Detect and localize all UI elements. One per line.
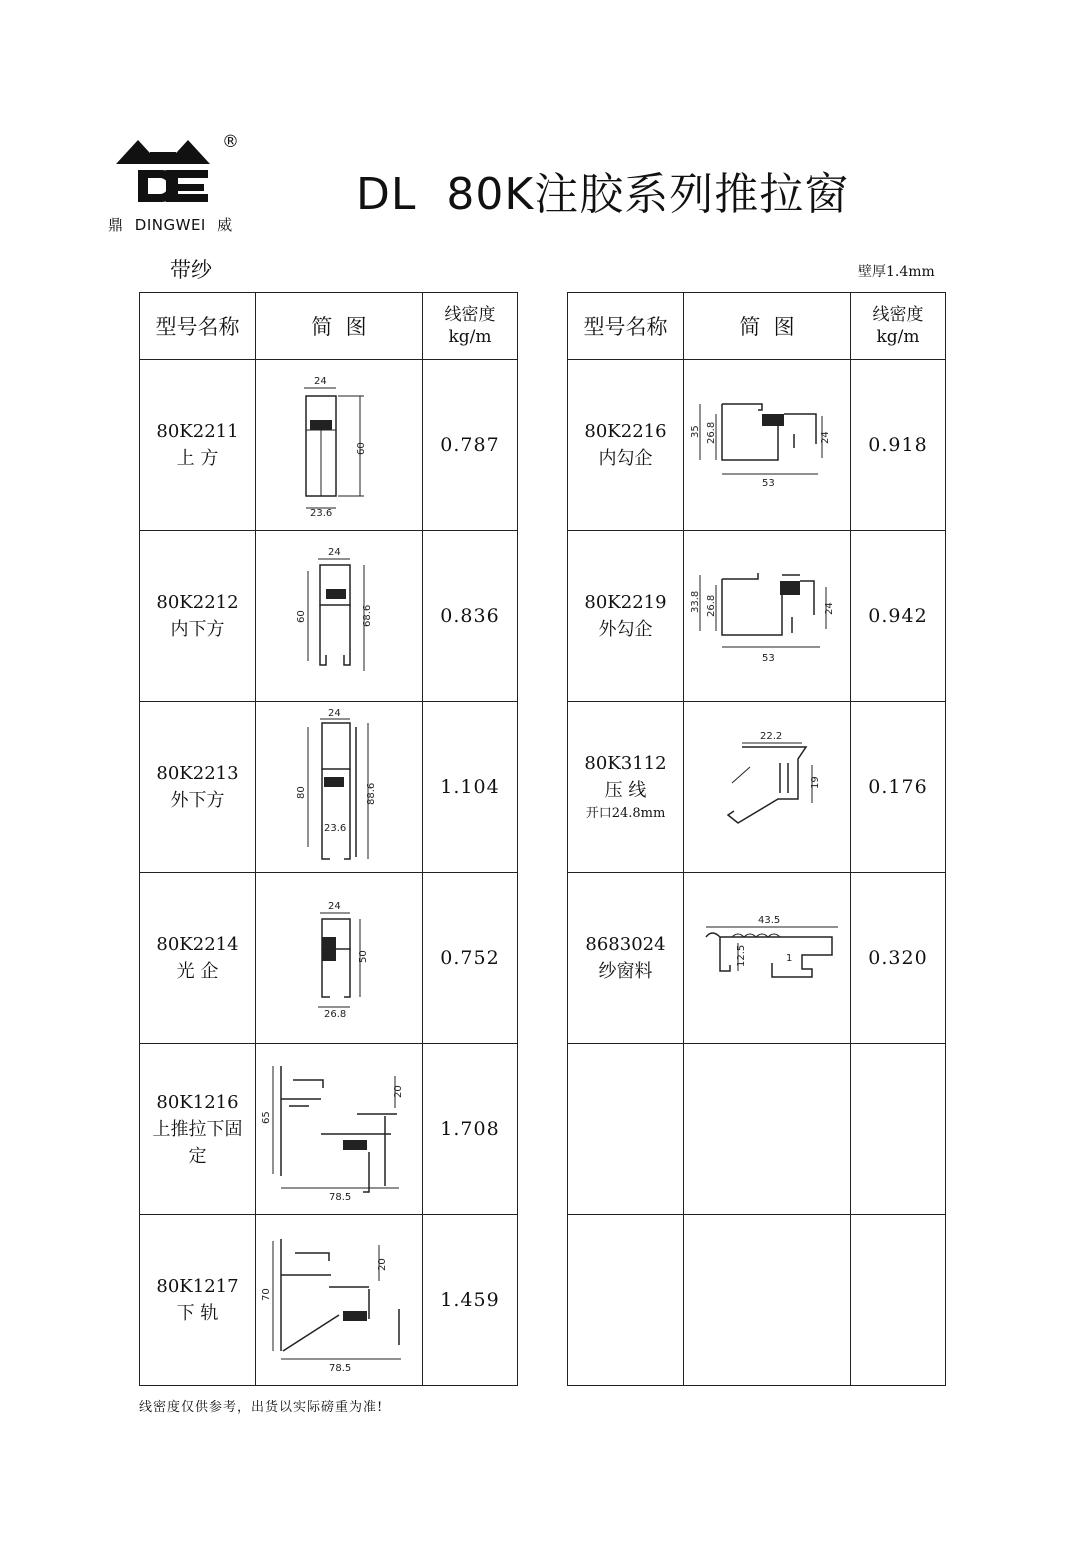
spec-table-right xyxy=(567,292,946,1386)
sketch-cell xyxy=(684,1215,851,1386)
table-row xyxy=(140,1215,518,1386)
profile-sketch-80K2213 xyxy=(284,707,394,867)
dim-label: 35 xyxy=(690,425,701,438)
model-cell xyxy=(140,360,256,531)
profile-sketch-80K1216 xyxy=(259,1054,419,1204)
dim-label: 80 xyxy=(296,786,307,799)
density-value: 1.104 xyxy=(423,702,518,873)
dim-label: 68.6 xyxy=(362,604,373,627)
density-value: 1.459 xyxy=(423,1215,518,1386)
column-header-model: 型号名称 xyxy=(568,293,684,360)
model-code: 80K2211 xyxy=(156,421,239,442)
dim-label: 78.5 xyxy=(329,1363,352,1374)
profile-sketch-80K2216 xyxy=(692,390,842,500)
density-header-label: 线密度 xyxy=(444,305,496,325)
column-header-sketch: 简 图 xyxy=(256,293,423,360)
dim-label: 65 xyxy=(261,1111,272,1124)
wall-thickness: 壁厚1.4mm xyxy=(858,264,935,280)
model-name: 内下方 xyxy=(170,619,225,640)
dim-label: 20 xyxy=(393,1085,404,1098)
sketch-cell xyxy=(684,531,851,702)
density-value: 0.752 xyxy=(423,873,518,1044)
dim-label: 23.6 xyxy=(324,823,347,834)
density-value: 0.942 xyxy=(851,531,946,702)
brand-left-char: 鼎 xyxy=(108,216,124,234)
dim-label: 26.8 xyxy=(324,1009,347,1020)
model-code: 80K2214 xyxy=(156,934,239,955)
sketch-cell xyxy=(256,1044,423,1215)
model-cell xyxy=(140,1215,256,1386)
model-cell xyxy=(568,531,684,702)
model-note: 开口24.8mm xyxy=(585,806,666,821)
dim-label: 23.6 xyxy=(310,508,333,519)
footnote: 线密度仅供参考，出货以实际磅重为准! xyxy=(139,1400,384,1415)
dim-label: 20 xyxy=(377,1258,388,1271)
profile-sketch-80K2219 xyxy=(692,561,842,671)
model-cell xyxy=(568,873,684,1044)
sketch-cell xyxy=(684,702,851,873)
profile-sketch-80K3112 xyxy=(692,727,842,847)
density-value: 0.918 xyxy=(851,360,946,531)
dim-label: 24 xyxy=(314,376,327,387)
model-code: 80K2219 xyxy=(584,592,667,613)
density-value xyxy=(851,1044,946,1215)
sketch-cell xyxy=(256,873,423,1044)
sketch-cell xyxy=(684,360,851,531)
model-cell xyxy=(140,531,256,702)
table-row xyxy=(568,873,946,1044)
table-row xyxy=(140,1044,518,1215)
table-row xyxy=(140,531,518,702)
dim-label: 24 xyxy=(328,708,341,719)
sketch-cell xyxy=(256,531,423,702)
dim-label: 24 xyxy=(824,602,835,615)
table-header-row xyxy=(568,293,946,360)
dim-label: 60 xyxy=(296,610,307,623)
dim-label: 33.8 xyxy=(690,590,701,613)
page-title: DL 80K注胶系列推拉窗 xyxy=(356,169,850,220)
dim-label: 50 xyxy=(358,950,369,963)
dim-label: 22.2 xyxy=(760,731,783,742)
model-code: 80K2213 xyxy=(156,763,239,784)
profile-sketch-8683024 xyxy=(692,913,842,1003)
model-cell xyxy=(568,1215,684,1386)
brand-wordmark xyxy=(108,214,258,235)
table-row xyxy=(568,1215,946,1386)
column-header-density xyxy=(851,293,946,360)
dim-label: 53 xyxy=(762,653,775,664)
density-value xyxy=(851,1215,946,1386)
dim-label: 24 xyxy=(820,431,831,444)
model-code: 80K1216 xyxy=(156,1091,239,1113)
dim-label: 19 xyxy=(810,776,821,789)
brand-name: DINGWEI xyxy=(134,216,206,234)
dim-label: 1 xyxy=(786,953,793,964)
table-row xyxy=(568,531,946,702)
dingwei-logo-icon xyxy=(108,132,218,212)
model-name: 上推拉下固定 xyxy=(152,1118,243,1167)
dim-label: 26.8 xyxy=(706,594,717,617)
profile-sketch-80K1217 xyxy=(259,1225,419,1375)
sketch-cell xyxy=(256,1215,423,1386)
dim-label: 88.6 xyxy=(366,782,377,805)
brand-logo xyxy=(108,132,258,242)
model-cell xyxy=(568,360,684,531)
density-value: 0.320 xyxy=(851,873,946,1044)
density-header-unit: kg/m xyxy=(448,327,492,347)
spec-table-left xyxy=(139,292,518,1386)
dim-label: 26.8 xyxy=(706,421,717,444)
model-name: 上 方 xyxy=(176,448,219,469)
dim-label: 78.5 xyxy=(329,1192,352,1203)
table-row xyxy=(140,873,518,1044)
model-cell xyxy=(568,1044,684,1215)
column-header-sketch: 简 图 xyxy=(684,293,851,360)
model-cell xyxy=(568,702,684,873)
sketch-cell xyxy=(256,360,423,531)
density-value: 1.708 xyxy=(423,1044,518,1215)
density-value: 0.836 xyxy=(423,531,518,702)
column-header-model: 型号名称 xyxy=(140,293,256,360)
page-subtitle: 带纱 xyxy=(170,258,212,282)
model-code: 80K3112 xyxy=(584,753,667,774)
table-row xyxy=(140,360,518,531)
model-cell xyxy=(140,702,256,873)
density-header-unit: kg/m xyxy=(876,327,920,347)
density-value: 0.787 xyxy=(423,360,518,531)
model-code: 80K2212 xyxy=(156,592,239,613)
model-code: 80K2216 xyxy=(584,421,667,442)
table-row xyxy=(568,1044,946,1215)
model-code: 80K1217 xyxy=(156,1276,239,1297)
model-name: 内勾企 xyxy=(598,448,653,469)
sketch-cell xyxy=(256,702,423,873)
density-value: 0.176 xyxy=(851,702,946,873)
column-header-density xyxy=(423,293,518,360)
dim-label: 12.5 xyxy=(736,944,747,967)
dim-label: 60 xyxy=(356,442,367,455)
brand-right-char: 威 xyxy=(217,216,233,234)
table-row xyxy=(140,702,518,873)
profile-sketch-80K2211 xyxy=(284,370,394,520)
model-cell xyxy=(140,873,256,1044)
table-row xyxy=(568,360,946,531)
profile-sketch-80K2214 xyxy=(284,893,394,1023)
model-code: 8683024 xyxy=(585,934,666,955)
profile-sketch-80K2212 xyxy=(284,541,394,691)
sketch-cell xyxy=(684,873,851,1044)
model-name: 纱窗料 xyxy=(598,961,653,982)
model-name: 下 轨 xyxy=(176,1303,219,1324)
dim-label: 70 xyxy=(261,1288,272,1301)
model-name: 光 企 xyxy=(176,961,219,982)
model-name: 外下方 xyxy=(170,790,225,811)
density-header-label: 线密度 xyxy=(872,305,924,325)
model-name: 外勾企 xyxy=(598,619,653,640)
dim-label: 43.5 xyxy=(758,915,781,926)
table-header-row xyxy=(140,293,518,360)
dim-label: 24 xyxy=(328,901,341,912)
table-row xyxy=(568,702,946,873)
model-cell xyxy=(140,1044,256,1215)
registered-mark: ® xyxy=(222,132,239,152)
model-name: 压 线 xyxy=(604,780,647,801)
dim-label: 24 xyxy=(328,547,341,558)
dim-label: 53 xyxy=(762,478,775,489)
sketch-cell xyxy=(684,1044,851,1215)
